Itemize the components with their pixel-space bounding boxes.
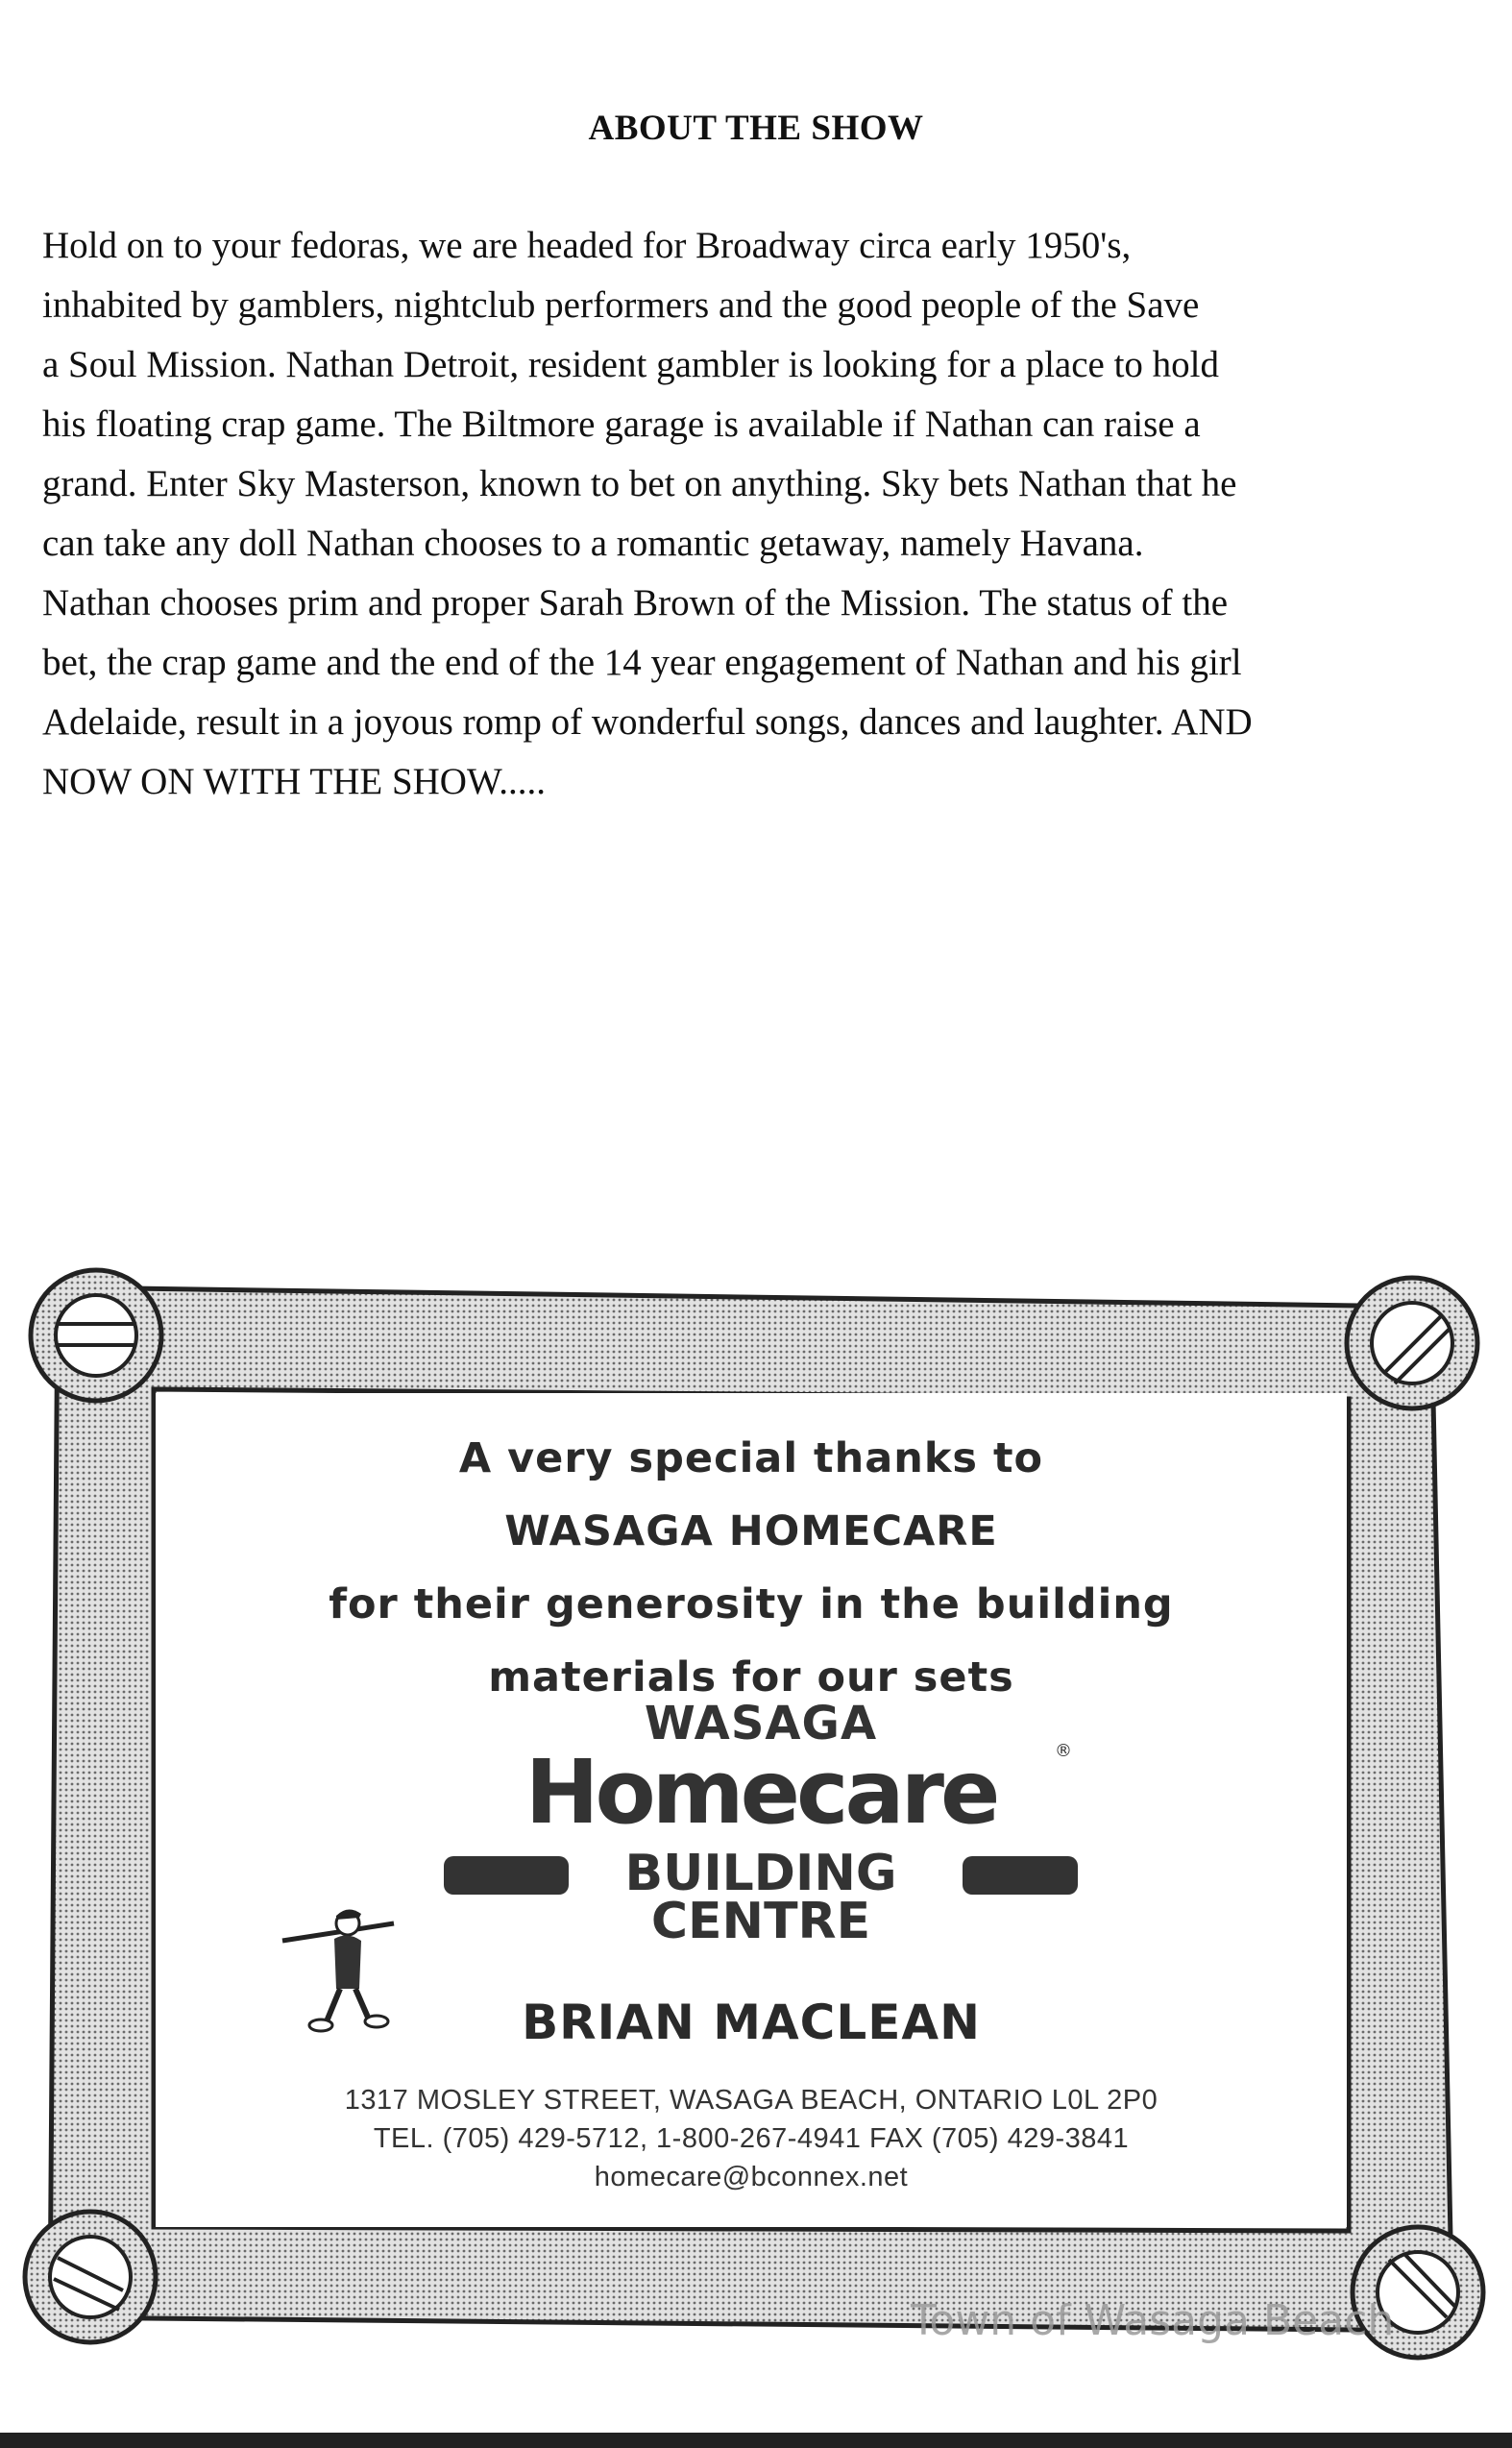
thanks-line: A very special thanks to — [458, 1434, 1044, 1482]
paragraph-line: inhabited by gamblers, nightclub performers and the good people of the Save — [42, 284, 1200, 326]
page-bottom-edge — [0, 2433, 1512, 2448]
address-line: 1317 MOSLEY STREET, WASAGA BEACH, ONTARIO L0L 2P0 — [344, 2085, 1158, 2116]
paragraph-line: a Soul Mission. Nathan Detroit, resident gambler is looking for a place to hold — [42, 344, 1220, 385]
screw-icon — [1347, 1278, 1477, 1408]
homecare-logo — [444, 1697, 1078, 1950]
screw-icon — [31, 1270, 161, 1401]
contact-name: BRIAN MACLEAN — [522, 1995, 981, 2050]
paragraph-line: can take any doll Nathan chooses to a romantic getaway, namely Havana. — [42, 523, 1144, 564]
logo-centre-text: CENTRE — [650, 1893, 871, 1950]
paragraph-line: bet, the crap game and the end of the 14 year engagement of Nathan and his girl — [42, 642, 1242, 683]
phone-line: TEL. (705) 429-5712, 1-800-267-4941 FAX (705) 429-3841 — [373, 2123, 1130, 2154]
email-line: homecare@bconnex.net — [594, 2162, 909, 2192]
thanks-line: materials for our sets — [488, 1653, 1014, 1701]
watermark: Town of Wasaga Beach — [911, 2296, 1395, 2345]
thanks-line: WASAGA HOMECARE — [504, 1507, 998, 1555]
paragraph-line: Hold on to your fedoras, we are headed for Broadway circa early 1950's, — [42, 225, 1132, 266]
registered-mark: ® — [1055, 1741, 1072, 1761]
paragraph-line: grand. Enter Sky Masterson, known to bet on anything. Sky bets Nathan that he — [42, 463, 1237, 504]
logo-wasaga-text: WASAGA — [644, 1697, 878, 1750]
screw-icon — [25, 2212, 156, 2342]
thanks-line: for their generosity in the building — [329, 1580, 1174, 1628]
paragraph-line: Adelaide, result in a joyous romp of wonderful songs, dances and laughter. AND — [42, 701, 1253, 743]
paragraph-line: Nathan chooses prim and proper Sarah Brown of the Mission. The status of the — [42, 582, 1229, 624]
sponsor-ad — [156, 1393, 1347, 2227]
paragraph-line: NOW ON WITH THE SHOW..... — [42, 761, 546, 802]
logo-homecare-text: Homecare — [524, 1741, 997, 1844]
page-heading: ABOUT THE SHOW — [588, 109, 924, 148]
logo-building-text: BUILDING — [624, 1845, 897, 1902]
paragraph-line: his floating crap game. The Biltmore garage is available if Nathan can raise a — [42, 404, 1201, 445]
thanks-message — [156, 1422, 1347, 1714]
